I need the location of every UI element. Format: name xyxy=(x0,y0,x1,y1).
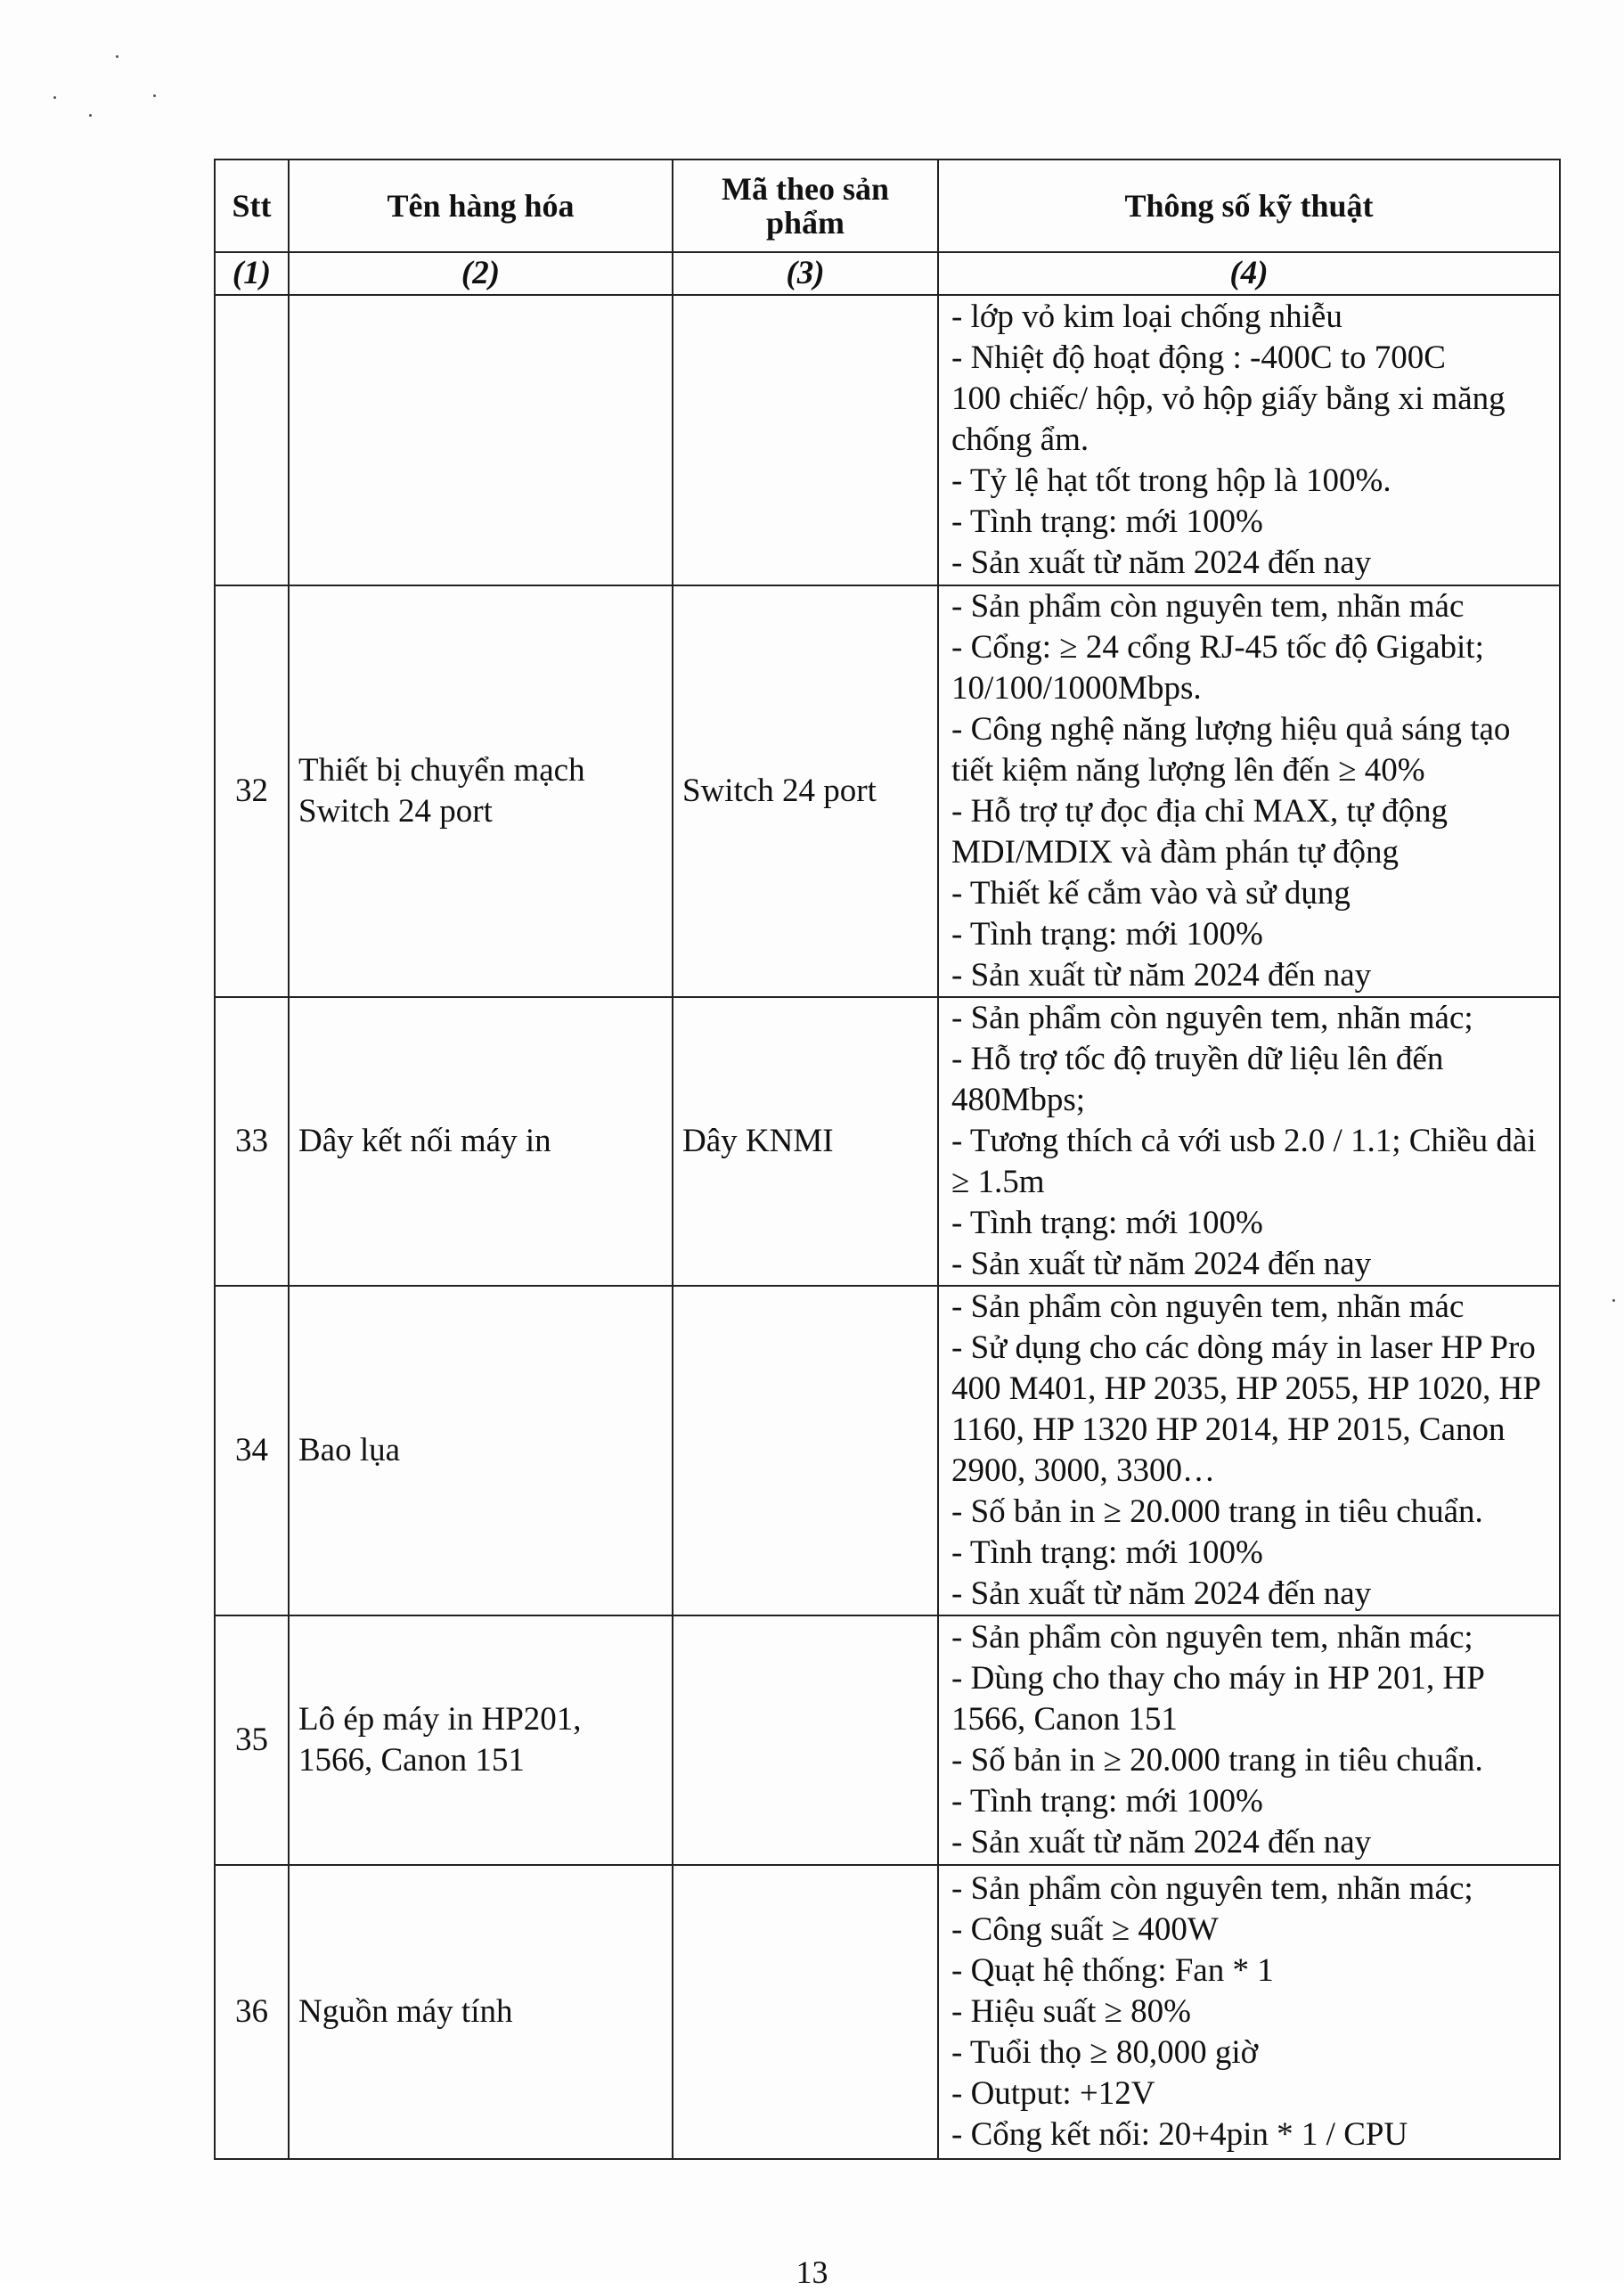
table-row xyxy=(215,1615,1560,1865)
page-number: 13 xyxy=(796,2254,828,2290)
spec-line: - Thiết kế cắm vào và sử dụng xyxy=(951,875,1351,912)
row-name: Dây kết nối máy in xyxy=(289,997,673,1286)
index-stt: (1) xyxy=(215,252,289,295)
spec-line: - Sản phẩm còn nguyên tem, nhãn mác; xyxy=(951,1870,1473,1907)
row-name: Nguồn máy tính xyxy=(289,1865,673,2159)
spec-line: - Sản xuất từ năm 2024 đến nay xyxy=(951,1824,1372,1861)
table-row xyxy=(215,1865,1560,2159)
row-stt: 35 xyxy=(215,1615,289,1865)
row-stt xyxy=(215,295,289,585)
spec-line: - Nhiệt độ hoạt động : -400C to 700C xyxy=(951,339,1446,376)
row-specs xyxy=(938,295,1560,585)
spec-line: - Sản xuất từ năm 2024 đến nay xyxy=(951,1575,1372,1612)
spec-line: - Tuổi thọ ≥ 80,000 giờ xyxy=(951,2034,1259,2071)
spec-line: - Tỷ lệ hạt tốt trong hộp là 100%. xyxy=(951,462,1391,499)
spec-line: - Số bản in ≥ 20.000 trang in tiêu chuẩn. xyxy=(951,1493,1483,1530)
row-specs xyxy=(938,1286,1560,1615)
spec-line: - Sản phẩm còn nguyên tem, nhãn mác; xyxy=(951,1000,1473,1036)
spec-line: - Tình trạng: mới 100% xyxy=(951,1783,1263,1820)
row-name: Bao lụa xyxy=(289,1286,673,1615)
row-specs xyxy=(938,997,1560,1286)
table-row xyxy=(215,997,1560,1286)
spec-line: - Hỗ trợ tốc độ truyền dữ liệu lên đến 480Mbps; xyxy=(951,1041,1444,1118)
spec-line: - Hỗ trợ tự đọc địa chỉ MAX, tự động MDI/MDIX và đàm phán tự động xyxy=(951,793,1449,871)
row-specs xyxy=(938,585,1560,997)
header-code: Mã theo sản phẩm xyxy=(673,159,938,252)
spec-line: - Output: +12V xyxy=(951,2075,1155,2112)
spec-table xyxy=(214,159,1561,2160)
spec-line: - Công suất ≥ 400W xyxy=(951,1911,1219,1948)
row-name: Lô ép máy in HP201, 1566, Canon 151 xyxy=(289,1615,673,1865)
spec-line: - Hiệu suất ≥ 80% xyxy=(951,1993,1191,2030)
spec-line: - Dùng cho thay cho máy in HP 201, HP 1566, Canon 151 xyxy=(951,1660,1484,1738)
row-code xyxy=(673,295,938,585)
row-code: Switch 24 port xyxy=(673,585,938,997)
spec-line: - Tình trạng: mới 100% xyxy=(951,916,1263,953)
row-code xyxy=(673,1286,938,1615)
row-code xyxy=(673,1615,938,1865)
row-code: Dây KNMI xyxy=(673,997,938,1286)
spec-line: - Sử dụng cho các dòng máy in laser HP Pro 400 M401, HP 2035, HP 2055, HP 1020, HP 1160, HP 1320 HP 2014, HP 2015, Canon 2900, 3000, 3300… xyxy=(951,1329,1540,1489)
spec-line: - Tình trạng: mới 100% xyxy=(951,1205,1263,1241)
index-code: (3) xyxy=(673,252,938,295)
spec-line: - Quạt hệ thống: Fan * 1 xyxy=(951,1952,1274,1989)
spec-line: - Tình trạng: mới 100% xyxy=(951,503,1263,540)
spec-line: - Tương thích cả với usb 2.0 / 1.1; Chiều dài ≥ 1.5m xyxy=(951,1123,1537,1200)
spec-line: - Sản phẩm còn nguyên tem, nhãn mác; xyxy=(951,1619,1473,1656)
row-stt: 33 xyxy=(215,997,289,1286)
row-specs xyxy=(938,1865,1560,2159)
spec-line: 100 chiếc/ hộp, vỏ hộp giấy bằng xi măng chống ẩm. xyxy=(951,380,1506,458)
spec-line: - Số bản in ≥ 20.000 trang in tiêu chuẩn. xyxy=(951,1742,1483,1779)
spec-line: - Sản xuất từ năm 2024 đến nay xyxy=(951,1246,1372,1282)
header-stt: Stt xyxy=(215,159,289,252)
row-stt: 36 xyxy=(215,1865,289,2159)
spec-line: - Công nghệ năng lượng hiệu quả sáng tạo tiết kiệm năng lượng lên đến ≥ 40% xyxy=(951,711,1511,789)
spec-line: - Cổng: ≥ 24 cổng RJ-45 tốc độ Gigabit; 10/100/1000Mbps. xyxy=(951,629,1484,707)
row-code xyxy=(673,1865,938,2159)
row-specs xyxy=(938,1615,1560,1865)
row-stt: 32 xyxy=(215,585,289,997)
spec-line: - Sản phẩm còn nguyên tem, nhãn mác xyxy=(951,1288,1465,1325)
index-name: (2) xyxy=(289,252,673,295)
header-name: Tên hàng hóa xyxy=(289,159,673,252)
table-row xyxy=(215,585,1560,997)
header-specs: Thông số kỹ thuật xyxy=(938,159,1560,252)
row-name: Thiết bị chuyển mạch Switch 24 port xyxy=(289,585,673,997)
index-specs: (4) xyxy=(938,252,1560,295)
table-row xyxy=(215,1286,1560,1615)
header-row xyxy=(215,159,1560,252)
row-stt: 34 xyxy=(215,1286,289,1615)
spec-line: - Cổng kết nối: 20+4pin * 1 / CPU xyxy=(951,2116,1408,2153)
index-row xyxy=(215,252,1560,295)
spec-line: - lớp vỏ kim loại chống nhiễu xyxy=(951,299,1342,335)
row-name xyxy=(289,295,673,585)
spec-line: - Sản phẩm còn nguyên tem, nhãn mác xyxy=(951,588,1465,625)
spec-line: - Sản xuất từ năm 2024 đến nay xyxy=(951,957,1372,994)
table-row xyxy=(215,295,1560,585)
spec-line: - Tình trạng: mới 100% xyxy=(951,1534,1263,1571)
spec-line: - Sản xuất từ năm 2024 đến nay xyxy=(951,544,1372,581)
